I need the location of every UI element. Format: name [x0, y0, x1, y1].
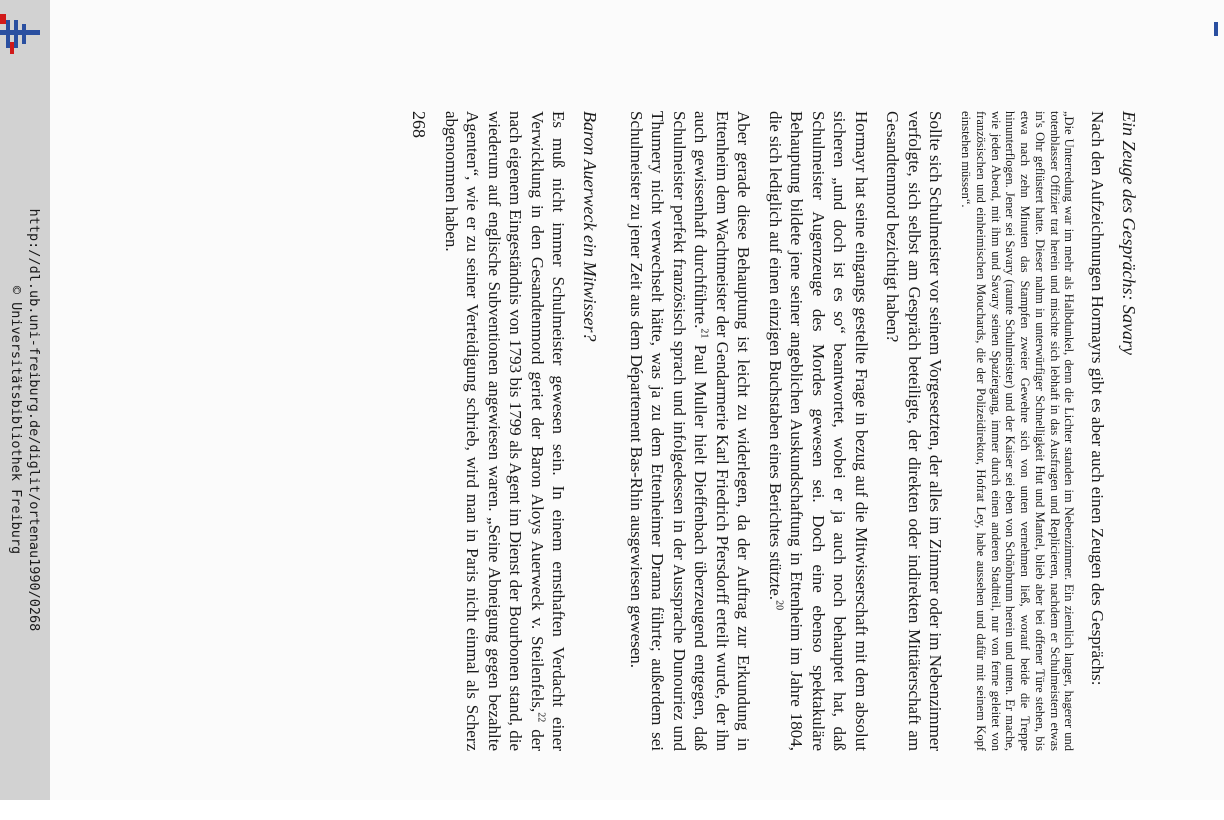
credit-url[interactable]: http://dl.ub.uni-freiburg.de/diglit/ortenau1990/0268: [26, 208, 42, 632]
paragraph-refutation-text-a: Aber gerade diese Behauptung ist leicht zu widerlegen, da der Auftrag zur Erkundung in Ettenheim dem Wachtmeister der Gendarmerie Karl Friedrich Pfersdorff erteilt wurde, der ihn auch gewissenhaft durchführte.: [691, 111, 754, 751]
credit-line: [7, 20, 43, 820]
credit-owner: © Universitätsbibliothek Freiburg: [8, 285, 24, 555]
paragraph-auerweck: [440, 111, 569, 751]
footnote-ref-21: 21: [698, 328, 710, 339]
footnote-ref-20: 20: [773, 600, 785, 611]
scanned-page: [50, 0, 1224, 800]
page-edge-marks: [1214, 22, 1218, 36]
viewer-sidebar: [0, 0, 50, 800]
hormayr-quote: „Die Unterredung war im mehr als Halbdunkel, denn die Lichter standen im Nebenzimmer. Ein ziemlich langer, hagerer und totenblasser Offizier trat herein und mischte sich lebhaft in das Ausfragen und Replicieren, nachdem er Schulmeistern etwas in's Ohr geflüstert hatte. Dieser nahm in unterwürfiger Schnelligkeit Hut und Mantel, blieb aber bei offener Türe stehen, bis etwa nach zehn Minuten das Stampfen zweier Gewehre sich von unten vernehmen ließ, worauf beide die Treppe hinunterflogen. Jener sei Savary (raunte Schulmeister) und der Kaiser sei eben von Schönbrunn herein und unten. Er mache, wie jeden Abend, mit ihm und Savary seinen Spaziergang, immer durch einen anderen Stadtteil, nur von ferne geleitet von französischen und einheimischen Mouchards, die der Polizeidirektor, Hofrat Ley, habe aussehen und dafür mit seinem Kopf einstehen müssen“.: [958, 111, 1077, 751]
paragraph-hormayr: [764, 111, 872, 751]
paragraph-auerweck-text-b: der nach eigenem Eingeständnis von 1793 bis 1799 als Agent im Dienst der Bourbonen stand, die wiederum auf englische Subventionen angewiesen waren. „Seine Abneigung gegen bezahlte Agenten“, wie er zu seiner Verteidigung schrieb, wird man in Paris nicht einmal als Scherz abgenommen haben.: [441, 111, 547, 751]
page-number: 268: [409, 111, 430, 138]
paragraph-refutation: [625, 111, 754, 751]
paragraph-question: Sollte sich Schulmeister vor seinem Vorgesetzten, der alles im Zimmer oder im Nebenzimmer verfolgte, sich selbst am Gespräch beteiligte, der direkten oder indirekten Mittäterschaft am Gesandtenmord bezichtigt haben?: [883, 111, 946, 751]
section-heading-savary: Ein Zeuge des Gesprächs: Savary: [1119, 111, 1139, 355]
page-text-block: [180, 111, 1140, 751]
paragraph-hormayr-text: Hormayr hat seine eingangs gestellte Frage in bezug auf die Mitwisserschaft mit dem absolut sicheren „und doch ist es so“ beantwortet, wobei er ja auch noch behauptet hat, daß Schulmeister Augenzeuge des Mordes gewesen sei. Doch eine ebenso spektakuläre Behauptung bildete jene seiner angeblichen Auskundschaftung in Ettenheim im Jahre 1804, die sich lediglich auf einen einzigen Buchstaben eines Berichtes stützte.: [765, 111, 871, 751]
footnote-ref-22: 22: [535, 712, 547, 723]
paragraph-auerweck-text-a: Es muß nicht immer Schulmeister gewesen sein. In einem ernsthaften Verdacht einer Verwicklung in den Gesandtenmord geriet der Baron Aloys Auerweck v. Steilenfels,: [527, 111, 569, 751]
paragraph-refutation-text-b: Paul Muller hielt Dieffenbach überzeugend entgegen, daß Schulmeister perfekt französisch sprach und infolgedessen in der Aussprache Dunouriez und Thumery nicht verwechselt hätte, was ja zu dem Ettenheimer Drama führte; außerdem sei Schulmeister zu jener Zeit aus dem Département Bas-Rhin ausgewiesen gewesen.: [626, 111, 711, 751]
paragraph-intro: Nach den Aufzeichnungen Hormayrs gibt es aber auch einen Zeugen des Gesprächs:: [1088, 111, 1107, 686]
section-heading-auerweck: Baron Auerweck ein Mitwisser?: [580, 111, 601, 342]
